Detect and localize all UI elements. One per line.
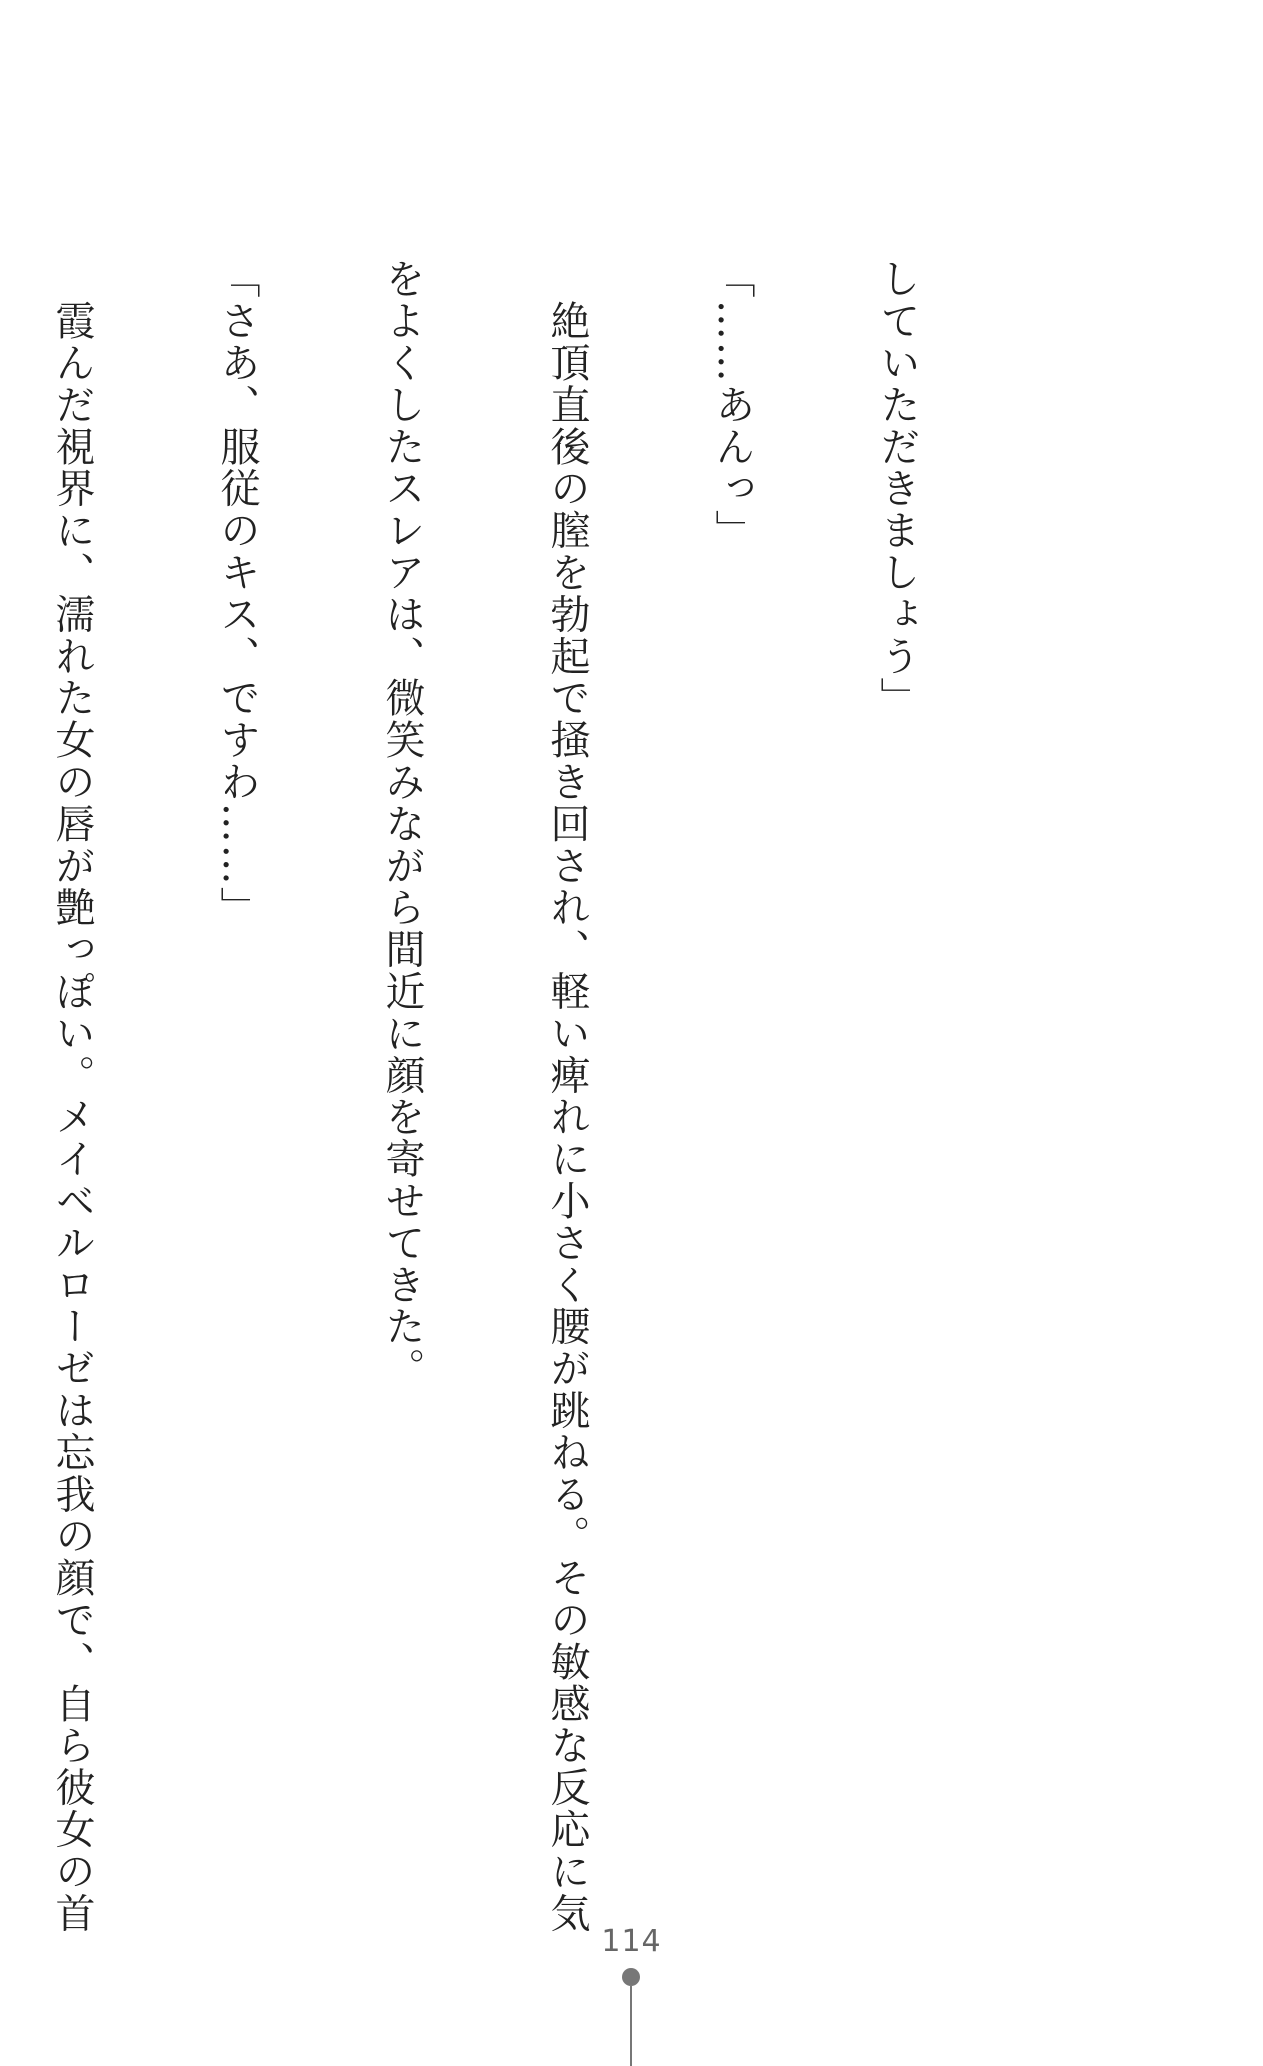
text-line: 絶頂直後の膣を勃起で掻き回され、軽い痺れに小さく腰が跳ねる。その敏感な反応に気: [544, 258, 590, 1934]
text-line: 「……あんっ」: [709, 258, 755, 552]
text-line: 霞んだ視界に、濡れた女の唇が艶っぽい。メイベルローゼは忘我の顔で、自ら彼女の首: [49, 258, 95, 1935]
page-number: 114: [601, 1924, 662, 1959]
text-line: 「さあ、服従のキス、ですわ……」: [214, 258, 260, 929]
page-marker-dot: [622, 1968, 640, 1986]
page-marker-line: [630, 1986, 632, 2066]
text-line: していただきましょう」: [874, 258, 920, 719]
body-text: [0, 258, 1034, 1935]
text-line: をよくしたスレアは、微笑みながら間近に顔を寄せてきた。: [379, 258, 425, 1390]
